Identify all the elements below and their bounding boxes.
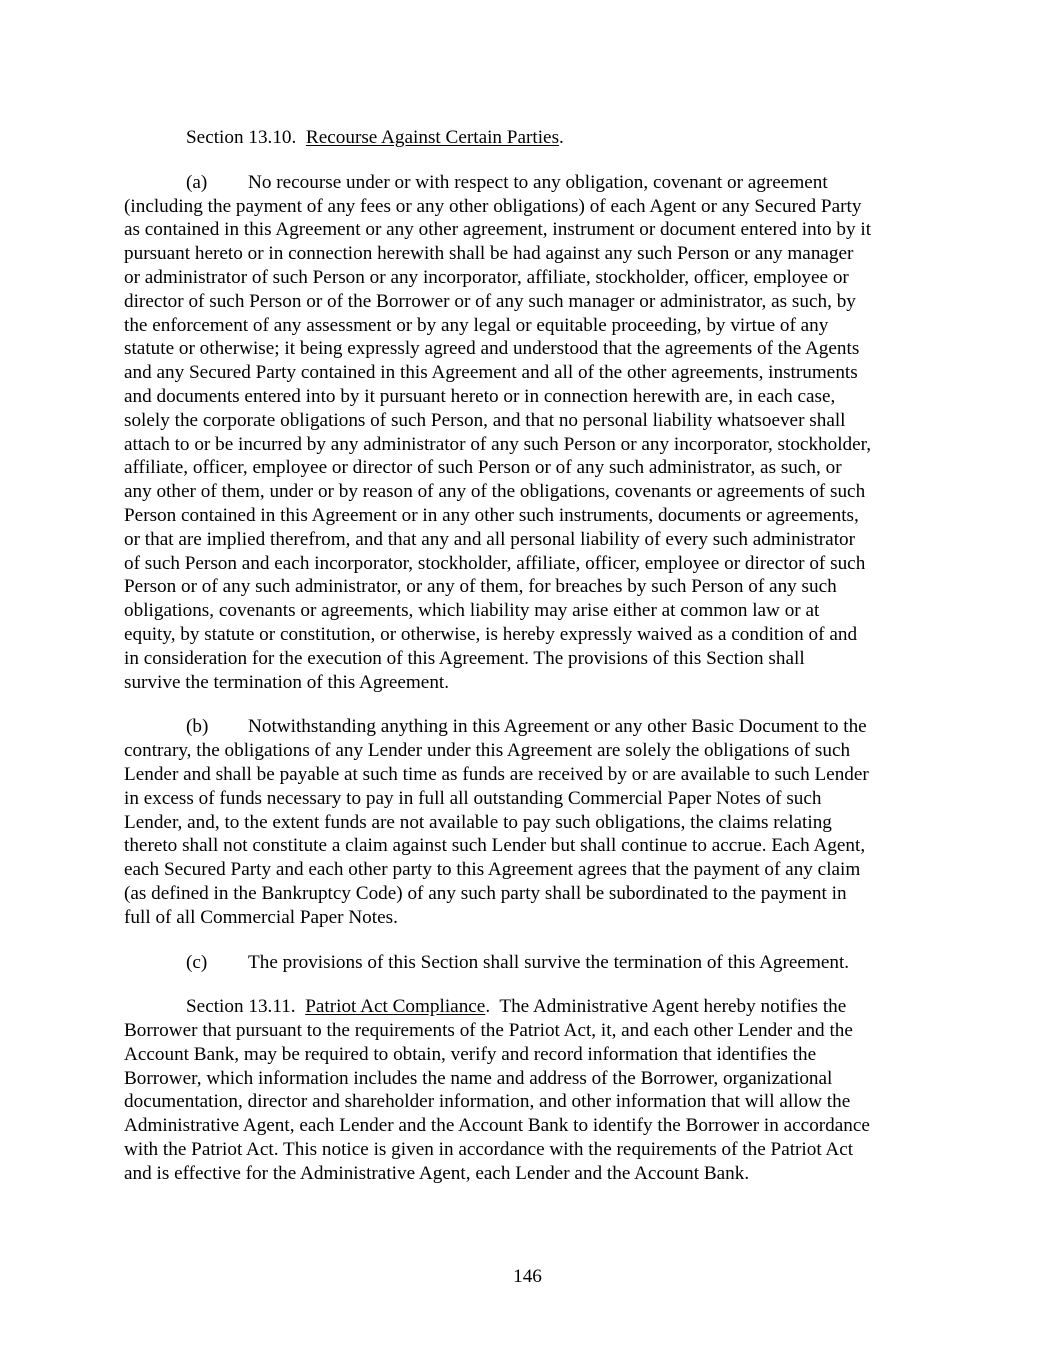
paragraph-line: Notwithstanding anything in this Agreement or any other Basic Document to the [248, 716, 867, 738]
paragraph-line: of such Person and each incorporator, stockholder, affiliate, officer, employee or director of such [124, 552, 866, 574]
paragraph-b [124, 715, 932, 929]
paragraph-line: Person contained in this Agreement or in any other such instruments, documents or agreements, [124, 504, 859, 526]
section-number: Section 13.10. [186, 127, 297, 148]
page-number: 146 [513, 1266, 542, 1287]
paragraph-line: Account Bank, may be required to obtain, verify and record information that identifies the [124, 1043, 817, 1065]
paragraph-line: . The Administrative Agent hereby notifies the [485, 996, 847, 1018]
paragraph-line: Person or of any such administrator, or any of them, for breaches by such Person of any such [124, 576, 837, 598]
paragraph-line: Administrative Agent, each Lender and the Account Bank to identify the Borrower in accordance [124, 1115, 870, 1137]
paragraph-line: and any Secured Party contained in this Agreement and all of the other agreements, instruments [124, 362, 858, 384]
paragraph-label: (b) [186, 716, 209, 738]
paragraph-line: pursuant hereto or in connection herewith shall be had against any such Person or any manager [124, 243, 854, 265]
paragraph-line: and is effective for the Administrative Agent, each Lender and the Account Bank. [124, 1162, 750, 1184]
paragraph-line: equity, by statute or constitution, or otherwise, is hereby expressly waived as a condition of and [124, 623, 858, 645]
paragraph-line: any other of them, under or by reason of any of the obligations, covenants or agreements of such [124, 481, 866, 503]
paragraph-line: Lender and shall be payable at such time as funds are received by or are available to such Lender [124, 763, 869, 785]
paragraph-line: The provisions of this Section shall survive the termination of this Agreement. [248, 951, 850, 973]
paragraph-line: (as defined in the Bankruptcy Code) of any such party shall be subordinated to the payment in [124, 882, 847, 904]
paragraph-label: (a) [186, 171, 208, 193]
paragraph-line: in consideration for the execution of this Agreement. The provisions of this Section shall [124, 647, 805, 669]
paragraph-line: contrary, the obligations of any Lender under this Agreement are solely the obligations of such [124, 740, 851, 762]
section-13-11 [124, 995, 932, 1185]
paragraph-a [124, 171, 932, 695]
paragraph-first-line [124, 951, 932, 975]
section-13-11-heading [124, 995, 932, 1019]
paragraph-line: director of such Person or of the Borrower or of any such manager or administrator, as such, by [124, 290, 856, 312]
paragraph-line: Borrower that pursuant to the requirements of the Patriot Act, it, and each other Lender and the [124, 1020, 853, 1042]
paragraph-line: in excess of funds necessary to pay in full all outstanding Commercial Paper Notes of such [124, 787, 822, 809]
section-title: Patriot Act Compliance [305, 996, 486, 1018]
paragraph-line: Lender, and, to the extent funds are not available to pay such obligations, the claims relating [124, 811, 832, 833]
paragraph-line: and documents entered into by it pursuant hereto or in connection herewith are, in each case, [124, 385, 836, 407]
paragraph-line: each Secured Party and each other party to this Agreement agrees that the payment of any claim [124, 859, 861, 881]
paragraph-line: thereto shall not constitute a claim against such Lender but shall continue to accrue. Each Agent, [124, 835, 866, 857]
paragraph-line: statute or otherwise; it being expressly agreed and understood that the agreements of the Agents [124, 338, 860, 360]
section-title: Recourse Against Certain Parties [305, 127, 560, 148]
paragraph-first-line [124, 171, 932, 195]
paragraph-line: obligations, covenants or agreements, which liability may arise either at common law or at [124, 600, 820, 622]
paragraph-line: with the Patriot Act. This notice is given in accordance with the requirements of the Patriot Act [124, 1139, 854, 1161]
paragraph-line: or administrator of such Person or any incorporator, affiliate, stockholder, officer, employee or [124, 266, 849, 288]
paragraph-first-line [124, 715, 932, 739]
paragraph-label: (c) [186, 951, 208, 973]
paragraph-line: the enforcement of any assessment or by any legal or equitable proceeding, by virtue of any [124, 314, 829, 336]
paragraph-line: Borrower, which information includes the name and address of the Borrower, organizational [124, 1067, 833, 1089]
paragraph-line: full of all Commercial Paper Notes. [124, 906, 398, 928]
document-page [124, 126, 932, 1207]
paragraph-line: or that are implied therefrom, and that any and all personal liability of every such administrator [124, 528, 856, 550]
paragraph-line: attach to or be incurred by any administrator of any such Person or any incorporator, stockholder, [124, 433, 872, 455]
section-13-10-heading [124, 126, 932, 150]
paragraph-line: (including the payment of any fees or any other obligations) of each Agent or any Secured Party [124, 195, 862, 217]
paragraph-line: No recourse under or with respect to any obligation, covenant or agreement [248, 171, 828, 193]
paragraph-line: survive the termination of this Agreement. [124, 671, 450, 693]
section-number: Section 13.11. [186, 996, 296, 1018]
paragraph-line: as contained in this Agreement or any other agreement, instrument or document entered into by it [124, 219, 872, 241]
paragraph-line: documentation, director and shareholder information, and other information that will allow the [124, 1091, 851, 1113]
paragraph-c [124, 951, 932, 975]
paragraph-line: affiliate, officer, employee or director of such Person or of any such administrator, as such, or [124, 457, 842, 479]
paragraph-line: solely the corporate obligations of such Person, and that no personal liability whatsoever shall [124, 409, 846, 431]
section-title-period: . [559, 127, 564, 148]
